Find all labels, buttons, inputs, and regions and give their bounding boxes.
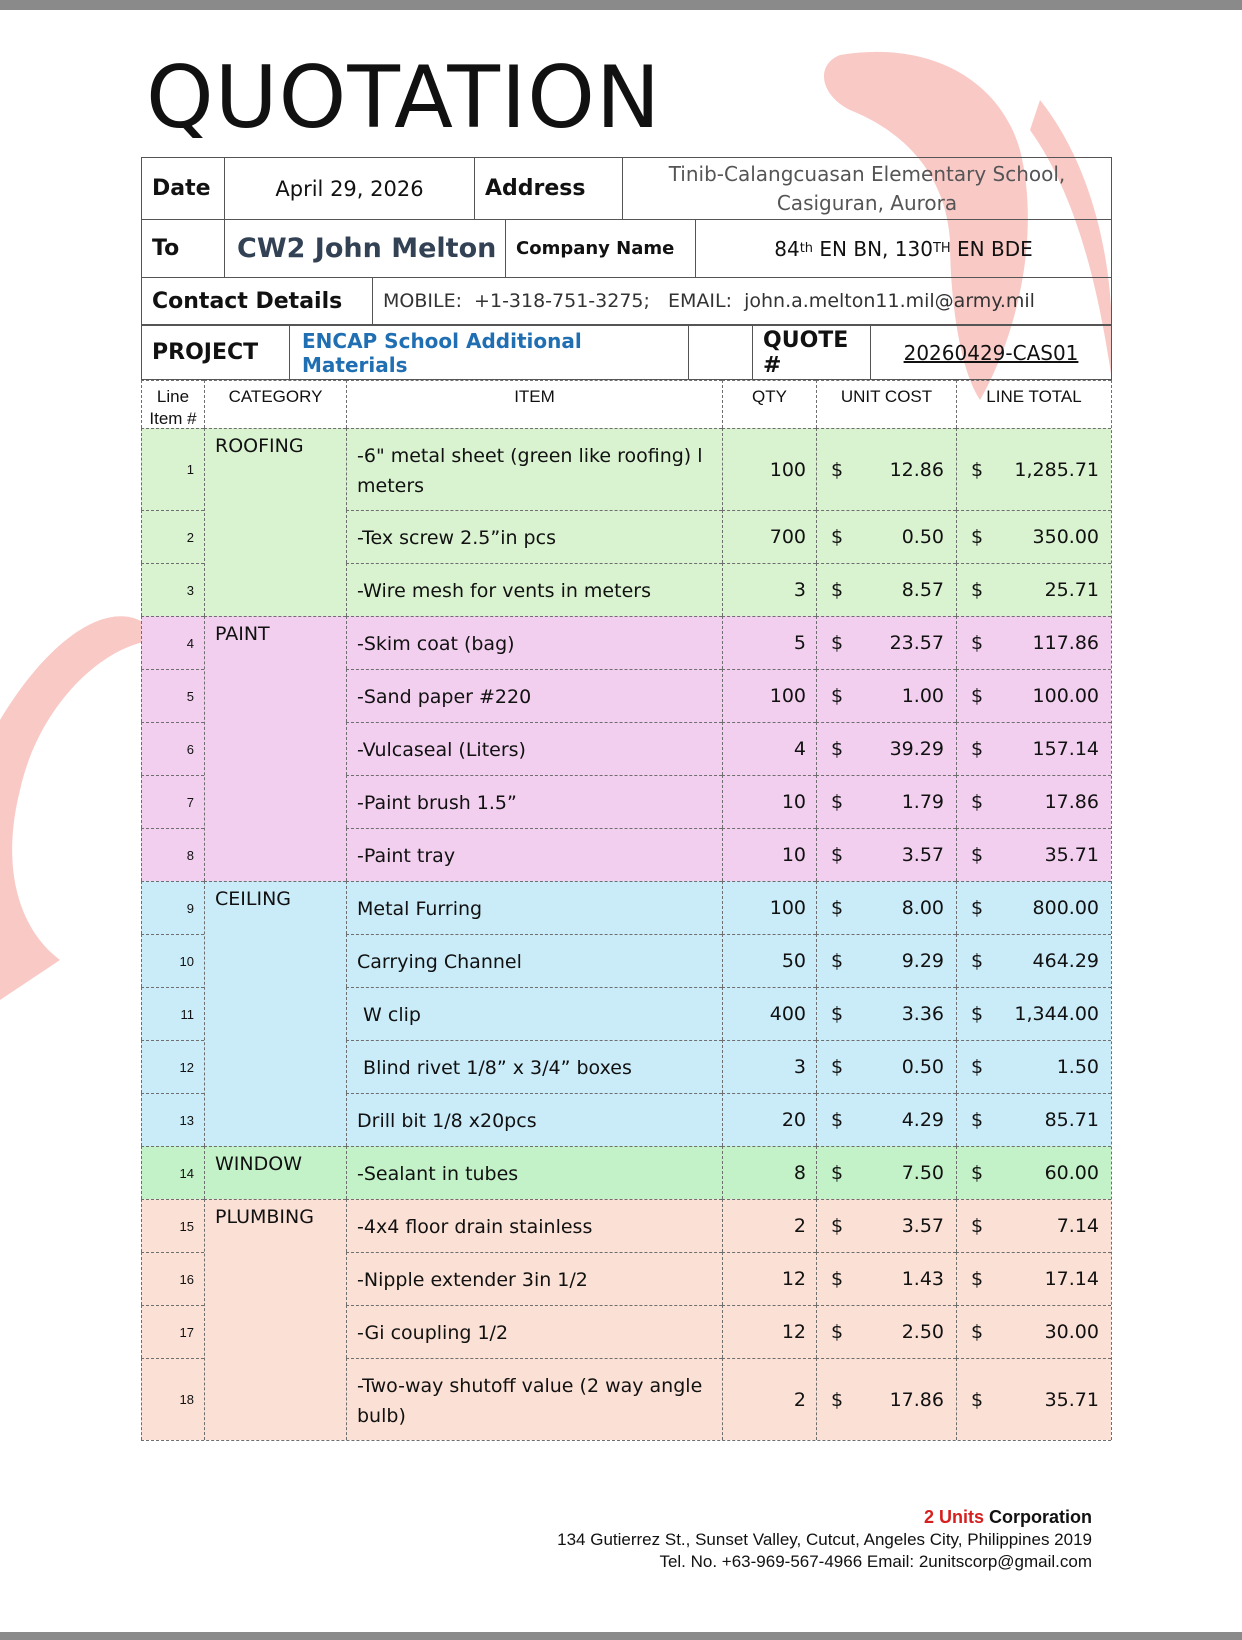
unit-cost-currency: $ (831, 950, 844, 972)
line-total-cell (956, 1146, 1111, 1199)
unit-cost-cell (816, 881, 956, 934)
unit-cost-cell (816, 1146, 956, 1199)
line-total-value: 464.29 (1032, 950, 1099, 972)
item-description: -Paint tray (357, 845, 456, 868)
line-total-cell (956, 1305, 1111, 1358)
line-total-currency: $ (971, 458, 984, 481)
header-row-to-company (141, 219, 1112, 278)
column-header-item-text: ITEM (514, 387, 555, 406)
unit-cost-value: 12.86 (889, 458, 944, 481)
column-header-item-no: Item # (149, 409, 197, 429)
line-number-cell (141, 616, 204, 669)
item-description-cell (346, 510, 722, 563)
category-cell-roofing (204, 428, 346, 616)
line-total-currency: $ (971, 526, 984, 548)
item-description-cell (346, 881, 722, 934)
column-header-line-item (141, 380, 204, 428)
item-description-cell (346, 1093, 722, 1146)
line-total-currency: $ (971, 685, 984, 707)
qty-cell (722, 775, 816, 828)
qty-cell (722, 616, 816, 669)
qty-value: 400 (769, 1003, 806, 1025)
qty-cell (722, 1199, 816, 1252)
qty-value: 4 (793, 738, 806, 760)
company-value-sup1: th (799, 241, 814, 256)
line-total-value: 60.00 (1044, 1162, 1099, 1184)
footer-brand (557, 1506, 1092, 1529)
unit-cost-cell (816, 1305, 956, 1358)
item-description-cell (346, 1252, 722, 1305)
unit-cost-value: 4.29 (901, 1109, 944, 1131)
unit-cost-value: 3.36 (901, 1003, 944, 1025)
line-number-cell (141, 1199, 204, 1252)
unit-cost-value: 9.29 (901, 950, 944, 972)
line-total-cell (956, 987, 1111, 1040)
quote-value-text: 20260429-CAS01 (903, 340, 1079, 365)
line-number-cell (141, 1146, 204, 1199)
unit-cost-currency: $ (831, 1215, 844, 1237)
line-total-cell (956, 934, 1111, 987)
item-description: -Wire mesh for vents in meters (357, 580, 651, 603)
qty-value: 700 (769, 526, 806, 548)
line-total-value: 1.50 (1056, 1056, 1099, 1078)
line-total-currency: $ (971, 1109, 984, 1131)
line-total-cell (956, 1252, 1111, 1305)
project-spacer (688, 326, 752, 379)
line-number-cell (141, 510, 204, 563)
line-total-value: 100.00 (1032, 685, 1099, 707)
item-description: Carrying Channel (357, 951, 522, 974)
category-label: PLUMBING (215, 1206, 314, 1228)
quote-label: QUOTE # (752, 326, 870, 379)
qty-value: 2 (793, 1215, 806, 1237)
category-label: PAINT (215, 623, 270, 645)
unit-cost-cell (816, 1040, 956, 1093)
line-total-cell (956, 1093, 1111, 1146)
unit-cost-value: 39.29 (889, 738, 944, 760)
unit-cost-cell (816, 669, 956, 722)
footer-contact: Tel. No. +63-969-567-4966 Email: 2unitscorp@gmail.com (659, 1552, 1092, 1572)
unit-cost-currency: $ (831, 1056, 844, 1078)
item-description: -Gi coupling 1/2 (357, 1322, 509, 1345)
line-total-currency: $ (971, 738, 984, 760)
unit-cost-value: 8.00 (901, 897, 944, 919)
line-total-value: 25.71 (1044, 579, 1099, 601)
qty-cell (722, 669, 816, 722)
qty-value: 8 (793, 1162, 806, 1184)
qty-cell (722, 1040, 816, 1093)
to-value (224, 220, 505, 277)
line-number: 6 (186, 741, 194, 757)
unit-cost-value: 3.57 (901, 844, 944, 866)
line-total-currency: $ (971, 791, 984, 813)
unit-cost-cell (816, 987, 956, 1040)
line-number-cell (141, 775, 204, 828)
qty-cell (722, 510, 816, 563)
qty-value: 50 (781, 950, 806, 972)
unit-cost-cell (816, 428, 956, 510)
item-description-cell (346, 563, 722, 616)
unit-cost-currency: $ (831, 1268, 844, 1290)
item-description: Drill bit 1/8 x20pcs (357, 1110, 537, 1133)
item-description: Metal Furring (357, 898, 483, 921)
unit-cost-value: 7.50 (901, 1162, 944, 1184)
line-total-cell (956, 828, 1111, 881)
address-line-1: Tinib-Calangcuasan Elementary School, (668, 161, 1066, 186)
unit-cost-currency: $ (831, 579, 844, 601)
item-description: -Skim coat (bag) (357, 633, 515, 656)
line-total-cell (956, 616, 1111, 669)
line-total-cell (956, 1358, 1111, 1440)
line-total-cell (956, 722, 1111, 775)
line-number-cell (141, 881, 204, 934)
qty-value: 100 (769, 897, 806, 919)
item-description-cell (346, 428, 722, 510)
header-row-project-quote (141, 325, 1112, 380)
item-description: -Two-way shutoff value (2 way angle bulb) (357, 1375, 709, 1427)
unit-cost-value: 0.50 (901, 1056, 944, 1078)
line-number-cell (141, 1358, 204, 1440)
line-total-value: 1,285.71 (1014, 458, 1099, 481)
unit-cost-currency: $ (831, 458, 844, 481)
address-value (622, 158, 1111, 219)
footer-brand-rest: Corporation (984, 1507, 1092, 1527)
column-header-unit-cost (816, 380, 956, 428)
line-total-value: 7.14 (1056, 1215, 1099, 1237)
line-total-currency: $ (971, 1268, 984, 1290)
line-number-cell (141, 428, 204, 510)
unit-cost-cell (816, 1252, 956, 1305)
category-cell-plumbing (204, 1199, 346, 1440)
qty-cell (722, 1146, 816, 1199)
category-cell-window (204, 1146, 346, 1199)
header-row-contact (141, 277, 1112, 325)
qty-cell (722, 1093, 816, 1146)
qty-value: 12 (781, 1268, 806, 1290)
unit-cost-cell (816, 722, 956, 775)
unit-cost-cell (816, 563, 956, 616)
column-header-line: Line (156, 387, 190, 406)
unit-cost-currency: $ (831, 632, 844, 654)
project-value-text: ENCAP School Additional Materials (302, 328, 582, 377)
item-description: -4x4 floor drain stainless (357, 1216, 593, 1239)
to-value-text: CW2 John Melton (237, 233, 497, 264)
page-title: QUOTATION (146, 48, 662, 148)
unit-cost-cell (816, 510, 956, 563)
item-description: Blind rivet 1/8” x 3/4” boxes (357, 1057, 632, 1080)
unit-cost-value: 8.57 (901, 579, 944, 601)
line-total-value: 157.14 (1032, 738, 1099, 760)
qty-cell (722, 722, 816, 775)
company-value-post: EN BDE (950, 236, 1033, 261)
watermark-left-arc (0, 616, 160, 1000)
unit-cost-currency: $ (831, 897, 844, 919)
bottom-border-bar (0, 1632, 1242, 1640)
unit-cost-cell (816, 1358, 956, 1440)
line-total-currency: $ (971, 632, 984, 654)
item-description: -Nipple extender 3in 1/2 (357, 1269, 588, 1292)
qty-cell (722, 1305, 816, 1358)
qty-value: 5 (793, 632, 806, 654)
qty-value: 20 (781, 1109, 806, 1131)
qty-cell (722, 828, 816, 881)
column-header-qty-text: QTY (752, 387, 787, 406)
line-total-currency: $ (971, 1388, 984, 1411)
unit-cost-cell (816, 934, 956, 987)
contact-value-text: MOBILE: +1-318-751-3275; EMAIL: john.a.melton11.mil@army.mil (383, 290, 1035, 312)
qty-cell (722, 1358, 816, 1440)
category-cell-paint (204, 616, 346, 881)
unit-cost-cell (816, 828, 956, 881)
line-number: 7 (186, 794, 194, 810)
company-value-mid: EN BN, 130 (813, 236, 933, 261)
line-total-cell (956, 428, 1111, 510)
qty-cell (722, 428, 816, 510)
line-number: 16 (179, 1271, 194, 1287)
line-total-value: 350.00 (1032, 526, 1099, 548)
line-number: 3 (186, 582, 194, 598)
line-total-cell (956, 563, 1111, 616)
header-row-date-address (141, 157, 1112, 220)
item-description-cell (346, 828, 722, 881)
item-description-cell (346, 1199, 722, 1252)
item-description-cell (346, 1040, 722, 1093)
line-total-value: 30.00 (1044, 1321, 1099, 1343)
category-cell-ceiling (204, 881, 346, 1146)
footer-brand-red: 2 Units (923, 1507, 984, 1527)
table-right-border (1111, 380, 1112, 1440)
address-line-2: Casiguran, Aurora (776, 190, 958, 215)
item-description: W clip (357, 1004, 421, 1027)
qty-value: 100 (769, 685, 806, 707)
qty-value: 3 (793, 1056, 806, 1078)
unit-cost-currency: $ (831, 1162, 844, 1184)
project-label: PROJECT (152, 340, 259, 365)
line-total-currency: $ (971, 897, 984, 919)
line-number-cell (141, 669, 204, 722)
line-total-currency: $ (971, 844, 984, 866)
column-header-item (346, 380, 722, 428)
unit-cost-value: 1.43 (901, 1268, 944, 1290)
unit-cost-cell (816, 616, 956, 669)
project-value (289, 326, 688, 379)
qty-cell (722, 881, 816, 934)
line-total-currency: $ (971, 1162, 984, 1184)
line-number: 11 (180, 1006, 194, 1022)
item-description-cell (346, 722, 722, 775)
line-number: 10 (179, 953, 194, 969)
line-total-currency: $ (971, 1056, 984, 1078)
qty-cell (722, 563, 816, 616)
line-total-value: 35.71 (1044, 844, 1099, 866)
qty-value: 10 (781, 791, 806, 813)
line-number: 8 (186, 847, 194, 863)
line-number: 18 (179, 1392, 194, 1407)
line-number: 15 (179, 1218, 194, 1234)
item-description: -Paint brush 1.5” (357, 792, 517, 815)
item-description: -Sand paper #220 (357, 686, 532, 709)
address-label: Address (474, 158, 622, 219)
unit-cost-currency: $ (831, 1388, 844, 1411)
qty-value: 3 (793, 579, 806, 601)
unit-cost-currency: $ (831, 791, 844, 813)
company-value-sup2: TH (932, 241, 951, 256)
line-total-cell (956, 669, 1111, 722)
line-number-cell (141, 563, 204, 616)
line-number: 14 (179, 1165, 194, 1181)
unit-cost-cell (816, 775, 956, 828)
category-label: ROOFING (215, 435, 304, 457)
item-description-cell (346, 1146, 722, 1199)
line-total-value: 117.86 (1032, 632, 1099, 654)
unit-cost-value: 1.79 (901, 791, 944, 813)
item-description-cell (346, 669, 722, 722)
company-label: Company Name (505, 220, 695, 277)
unit-cost-cell (816, 1199, 956, 1252)
company-value-pre: 84 (774, 236, 800, 261)
line-number: 12 (179, 1059, 194, 1075)
line-total-value: 85.71 (1044, 1109, 1099, 1131)
unit-cost-currency: $ (831, 685, 844, 707)
line-total-cell (956, 775, 1111, 828)
unit-cost-value: 2.50 (901, 1321, 944, 1343)
line-number-cell (141, 722, 204, 775)
item-description: -6" metal sheet (green like roofing) l meters (357, 445, 709, 497)
company-value (695, 220, 1111, 277)
table-bottom-border (141, 1440, 1111, 1441)
item-description: -Tex screw 2.5”in pcs (357, 527, 556, 550)
line-total-currency: $ (971, 579, 984, 601)
line-number: 4 (186, 635, 194, 651)
qty-value: 100 (769, 458, 806, 481)
item-description-cell (346, 775, 722, 828)
unit-cost-value: 1.00 (901, 685, 944, 707)
unit-cost-currency: $ (831, 844, 844, 866)
item-description-cell (346, 1305, 722, 1358)
line-number-cell (141, 1040, 204, 1093)
line-total-value: 17.14 (1044, 1268, 1099, 1290)
quote-value (870, 326, 1111, 379)
company-footer (557, 1506, 1092, 1574)
line-total-cell (956, 1199, 1111, 1252)
item-description: -Vulcaseal (Liters) (357, 739, 526, 762)
line-number-cell (141, 1093, 204, 1146)
column-header-category-text: CATEGORY (228, 387, 323, 406)
date-label: Date (152, 176, 211, 201)
unit-cost-value: 17.86 (889, 1388, 944, 1411)
category-label: CEILING (215, 888, 291, 910)
line-total-cell (956, 1040, 1111, 1093)
line-total-currency: $ (971, 1321, 984, 1343)
unit-cost-cell (816, 1093, 956, 1146)
to-label: To (152, 236, 180, 261)
item-description-cell (346, 616, 722, 669)
qty-cell (722, 987, 816, 1040)
column-header-line-total-text: LINE TOTAL (986, 387, 1082, 406)
unit-cost-currency: $ (831, 1003, 844, 1025)
unit-cost-value: 3.57 (901, 1215, 944, 1237)
qty-value: 10 (781, 844, 806, 866)
item-description-cell (346, 987, 722, 1040)
line-number-cell (141, 934, 204, 987)
line-number-cell (141, 1252, 204, 1305)
date-value-text: April 29, 2026 (275, 176, 424, 201)
line-total-cell (956, 881, 1111, 934)
line-total-currency: $ (971, 1003, 984, 1025)
line-number-cell (141, 987, 204, 1040)
items-table (141, 380, 1111, 1450)
item-description: -Sealant in tubes (357, 1163, 519, 1186)
unit-cost-currency: $ (831, 526, 844, 548)
category-label: WINDOW (215, 1153, 302, 1175)
line-number: 9 (186, 900, 194, 916)
footer-address: 134 Gutierrez St., Sunset Valley, Cutcut, Angeles City, Philippines 2019 (557, 1530, 1092, 1550)
contact-value (372, 278, 1111, 324)
line-number: 17 (179, 1324, 194, 1340)
line-total-value: 1,344.00 (1014, 1003, 1099, 1025)
unit-cost-currency: $ (831, 1109, 844, 1131)
item-description-cell (346, 1358, 722, 1440)
contact-label: Contact Details (152, 288, 343, 314)
unit-cost-currency: $ (831, 738, 844, 760)
line-number: 5 (186, 688, 194, 704)
date-value (224, 158, 474, 219)
qty-value: 2 (793, 1388, 806, 1411)
line-number: 2 (186, 529, 194, 545)
line-total-currency: $ (971, 1215, 984, 1237)
item-description-cell (346, 934, 722, 987)
qty-cell (722, 934, 816, 987)
line-number-cell (141, 828, 204, 881)
line-number: 1 (186, 462, 194, 477)
column-header-qty (722, 380, 816, 428)
line-total-currency: $ (971, 950, 984, 972)
unit-cost-currency: $ (831, 1321, 844, 1343)
line-total-value: 35.71 (1044, 1388, 1099, 1411)
line-total-value: 800.00 (1032, 897, 1099, 919)
line-total-value: 17.86 (1044, 791, 1099, 813)
column-header-category (204, 380, 346, 428)
line-number-cell (141, 1305, 204, 1358)
unit-cost-value: 23.57 (889, 632, 944, 654)
line-total-cell (956, 510, 1111, 563)
qty-value: 12 (781, 1321, 806, 1343)
unit-cost-value: 0.50 (901, 526, 944, 548)
column-header-line-total (956, 380, 1111, 428)
qty-cell (722, 1252, 816, 1305)
line-number: 13 (179, 1112, 194, 1128)
column-header-unit-cost-text: UNIT COST (840, 387, 933, 406)
